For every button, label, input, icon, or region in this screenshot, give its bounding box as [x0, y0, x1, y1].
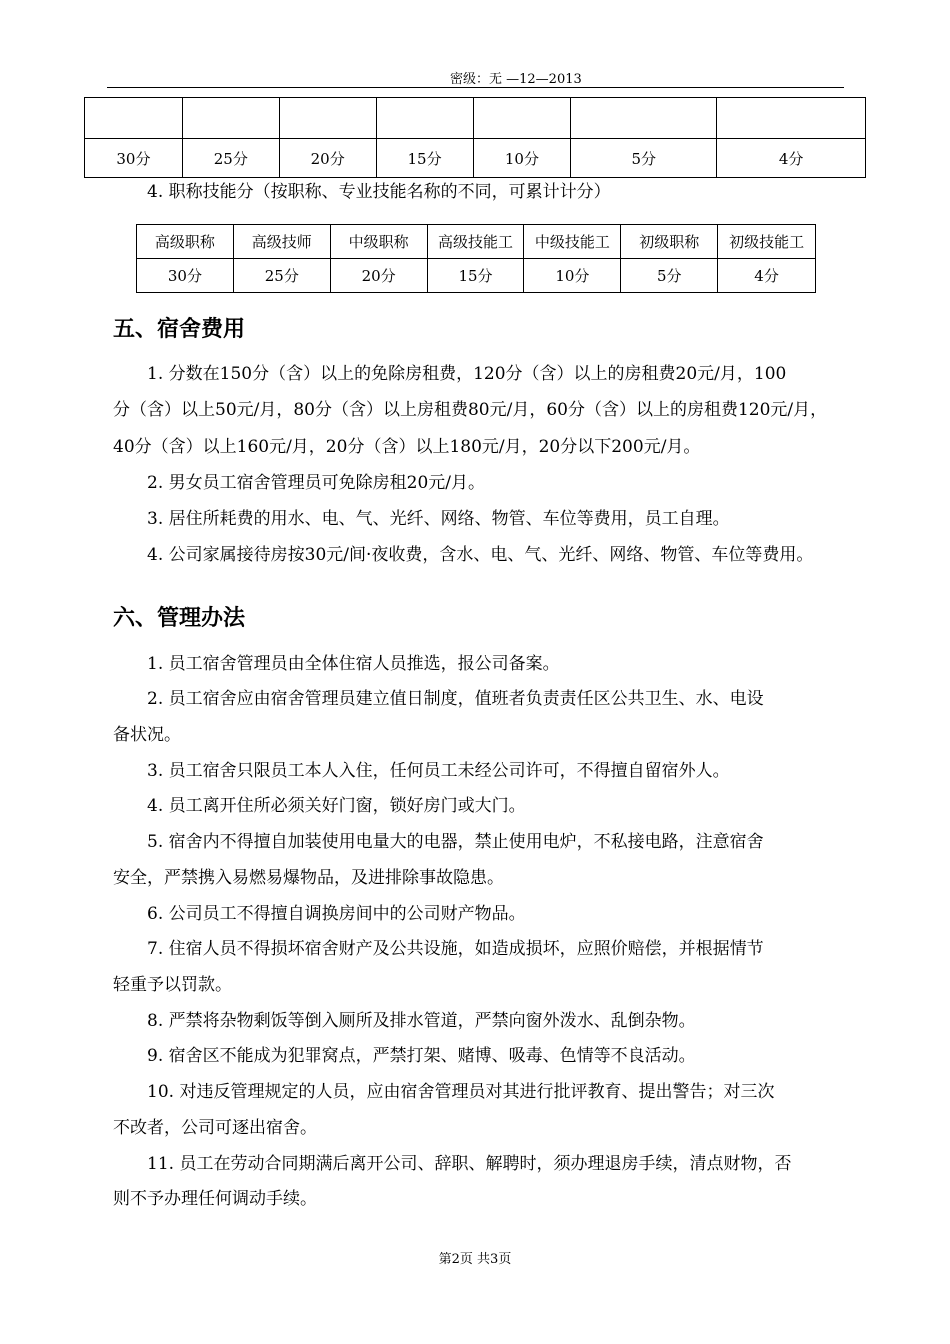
table-cell: [376, 98, 473, 139]
section5-line: 分（含）以上50元/月，80分（含）以上房租费80元/月，60分（含）以上的房租费120元/月，: [113, 400, 828, 420]
table-cell: 10分: [524, 259, 621, 293]
section6-line: 备状况。: [113, 725, 181, 745]
item4-title: 4. 职称技能分（按职称、专业技能名称的不同，可累计计分）: [147, 182, 611, 202]
section6-line: 10. 对违反管理规定的人员，应由宿舍管理员对其进行批评教育、提出警告；对三次: [147, 1082, 775, 1102]
section6-line: 轻重予以罚款。: [113, 975, 232, 995]
table-cell: [571, 98, 717, 139]
section6-line: 则不予办理任何调动手续。: [113, 1189, 317, 1209]
section6-line: 3. 员工宿舍只限员工本人入住，任何员工未经公司许可，不得擅自留宿外人。: [147, 761, 730, 781]
section5-line: 2. 男女员工宿舍管理员可免除房租20元/月。: [147, 473, 485, 493]
section6-line: 9. 宿舍区不能成为犯罪窝点，严禁打架、赌博、吸毒、色情等不良活动。: [147, 1046, 696, 1066]
section6-line: 5. 宿舍内不得擅自加装使用电量大的电器，禁止使用电炉，不私接电路，注意宿舍: [147, 832, 764, 852]
section6-line: 4. 员工离开住所必须关好门窗，锁好房门或大门。: [147, 796, 526, 816]
table-row: [85, 139, 866, 178]
table-cell: 25分: [182, 139, 279, 178]
table-header-cell: 高级技师: [233, 225, 330, 259]
table-cell: 5分: [621, 259, 718, 293]
table-header-cell: 中级职称: [330, 225, 427, 259]
table-cell: 10分: [473, 139, 571, 178]
section5-heading: 五、宿舍费用: [113, 317, 246, 342]
score-table-top: [84, 97, 866, 178]
table-cell: [182, 98, 279, 139]
table-cell: [279, 98, 376, 139]
table-cell: 20分: [330, 259, 427, 293]
table-header-cell: 初级职称: [621, 225, 718, 259]
section6-line: 8. 严禁将杂物剩饭等倒入厕所及排水管道，严禁向窗外泼水、乱倒杂物。: [147, 1011, 696, 1031]
table-cell: 30分: [85, 139, 183, 178]
table-cell: 15分: [427, 259, 524, 293]
table-cell: [85, 98, 183, 139]
table-header-cell: 高级职称: [137, 225, 234, 259]
title-skill-table: [136, 224, 816, 293]
header-classification: 密级：无 —12—2013: [450, 72, 582, 87]
table-row: [85, 98, 866, 139]
section6-line: 11. 员工在劳动合同期满后离开公司、辞职、解聘时，须办理退房手续，清点财物，否: [147, 1154, 792, 1174]
section5-line: 1. 分数在150分（含）以上的免除房租费，120分（含）以上的房租费20元/月，100: [147, 364, 787, 384]
table-cell: 4分: [717, 139, 866, 178]
table-cell: [717, 98, 866, 139]
table-cell: 5分: [571, 139, 717, 178]
section5-line: 40分（含）以上160元/月，20分（含）以上180元/月，20分以下200元/月。: [113, 437, 701, 457]
section6-line: 2. 员工宿舍应由宿舍管理员建立值日制度，值班者负责责任区公共卫生、水、电设: [147, 689, 764, 709]
table-cell: 15分: [376, 139, 473, 178]
table-cell: 30分: [137, 259, 234, 293]
page-footer: 第2页 共3页: [438, 1252, 512, 1267]
table-cell: [473, 98, 571, 139]
section6-heading: 六、管理办法: [113, 606, 246, 631]
section6-line: 6. 公司员工不得擅自调换房间中的公司财产物品。: [147, 904, 526, 924]
section6-line: 不改者，公司可逐出宿舍。: [113, 1118, 317, 1138]
section6-line: 7. 住宿人员不得损坏宿舍财产及公共设施，如造成损坏，应照价赔偿，并根据情节: [147, 939, 764, 959]
table-header-cell: 中级技能工: [524, 225, 621, 259]
header-rule: [107, 87, 844, 88]
table-row: [137, 259, 816, 293]
section6-line: 1. 员工宿舍管理员由全体住宿人员推选，报公司备案。: [147, 654, 560, 674]
section5-line: 4. 公司家属接待房按30元/间·夜收费，含水、电、气、光纤、网络、物管、车位等费用。: [147, 545, 814, 565]
section5-line: 3. 居住所耗费的用水、电、气、光纤、网络、物管、车位等费用，员工自理。: [147, 509, 730, 529]
table-header-row: [137, 225, 816, 259]
table-cell: 4分: [718, 259, 816, 293]
table-cell: 20分: [279, 139, 376, 178]
section6-line: 安全，严禁携入易燃易爆物品，及进排除事故隐患。: [113, 868, 504, 888]
table-cell: 25分: [233, 259, 330, 293]
table-header-cell: 高级技能工: [427, 225, 524, 259]
table-header-cell: 初级技能工: [718, 225, 816, 259]
